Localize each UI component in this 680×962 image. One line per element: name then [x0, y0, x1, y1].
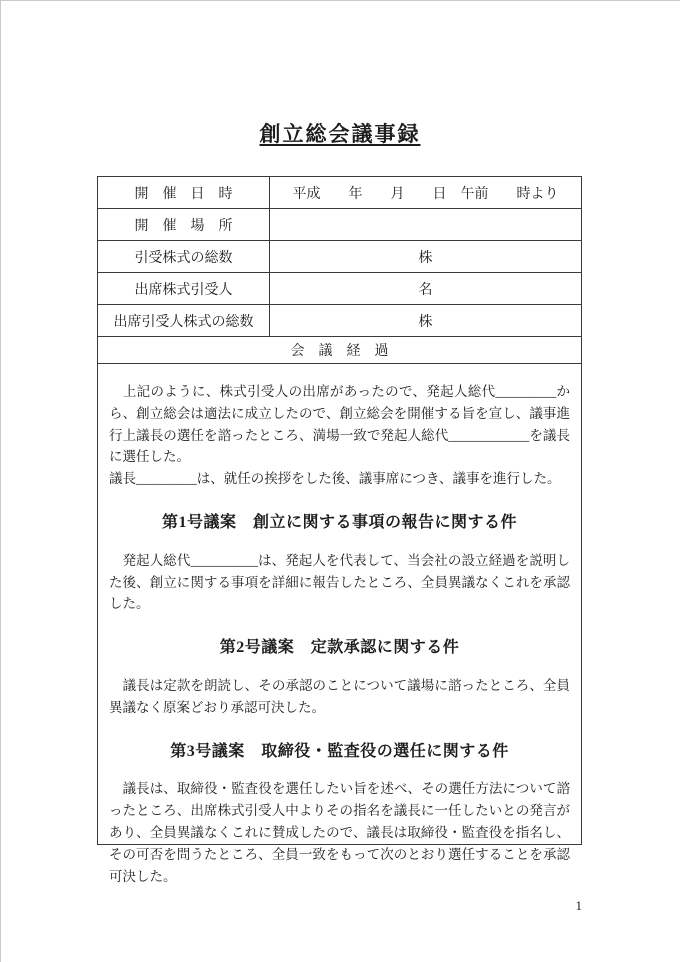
info-label-attendees: 出席株式引受人 — [98, 273, 270, 304]
info-value-attendees: 名 — [418, 282, 433, 298]
opening-paragraph: 上記のように、株式引受人の出席があったので、発起人総代_________から、創立総会は適法に成立したので、創立総会を開催する旨を宣し、議事進行上議長の選任を諮ったところ、満場一致で発起人総代____________を議長に選任した。 — [109, 384, 570, 465]
info-value-datetime: 平成 年 月 日 午前 時より — [292, 186, 559, 202]
info-row-total-shares — [98, 241, 581, 273]
info-row-attendee-shares — [98, 305, 581, 337]
info-value-place — [270, 209, 581, 240]
agenda-2-body: 議長は定款を朗読し、その承認のことについて議場に諮ったところ、全員異議なく原案どおり承認可決した。 — [109, 677, 570, 715]
page-title-text: 創立総会議事録 — [259, 122, 421, 146]
info-value-total-shares: 株 — [418, 250, 433, 266]
page-number: 1 — [575, 898, 582, 913]
section-header-proceedings: 会 議 経 過 — [98, 337, 581, 364]
info-label-place: 開 催 場 所 — [98, 209, 270, 240]
info-label-attendee-shares: 出席引受人株式の総数 — [98, 305, 270, 336]
page-title — [0, 118, 680, 148]
minutes-body — [98, 364, 581, 887]
agenda-1-body: 発起人総代__________は、発起人を代表して、当会社の設立経過を説明した後、創立に関する事項を詳細に報告したところ、全員異議なくこれを承認した。 — [109, 552, 570, 612]
agenda-3-body: 議長は、取締役・監査役を選任したい旨を述べ、その選任方法について諮ったところ、出席株式引受人中よりその指名を議長に一任したいとの発言があり、全員異議なくこれに賛成したので、議長は取締役・監査役を指名し、その可否を問うたところ、全員一致をもって次のとおり選任することを承認可決した。 — [109, 781, 570, 884]
info-row-datetime — [98, 177, 581, 209]
agenda-1-heading: 第1号議案 創立に関する事項の報告に関する件 — [161, 513, 517, 531]
agenda-2-heading: 第2号議案 定款承認に関する件 — [219, 639, 460, 657]
info-label-datetime: 開 催 日 時 — [98, 177, 270, 208]
info-value-attendee-shares: 株 — [418, 314, 433, 330]
agenda-3-heading: 第3号議案 取締役・監査役の選任に関する件 — [170, 742, 509, 760]
info-row-attendees — [98, 273, 581, 305]
minutes-box — [97, 176, 582, 884]
info-row-place — [98, 209, 581, 241]
info-label-total-shares: 引受株式の総数 — [98, 241, 270, 272]
opening-paragraph-2: 議長_________は、就任の挨拶をした後、議事席につき、議事を進行した。 — [109, 471, 561, 487]
